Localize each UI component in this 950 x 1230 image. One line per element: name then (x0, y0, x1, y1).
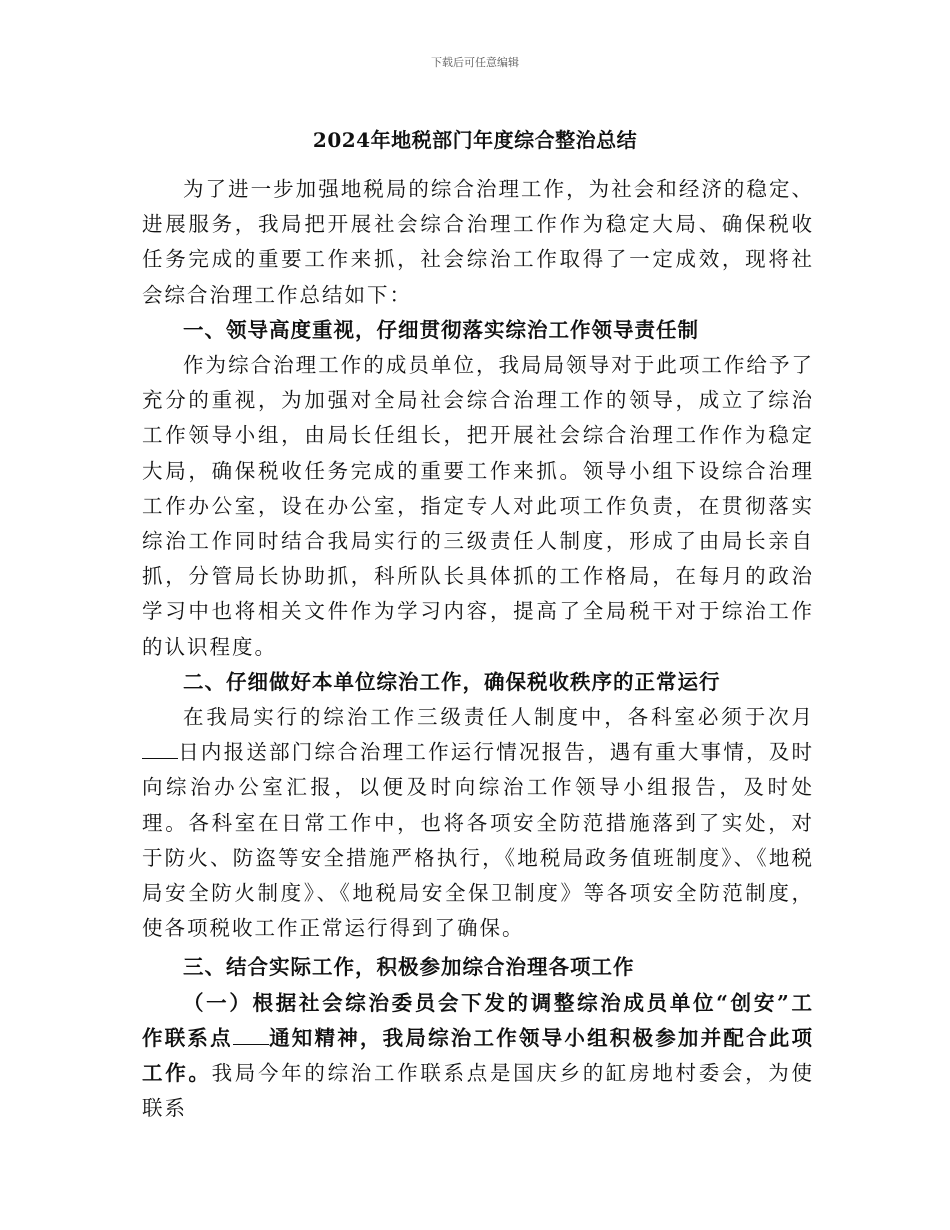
section-heading-3: 三、结合实际工作，积极参加综合治理各项工作 (183, 955, 635, 980)
intro-paragraph: 为了进一步加强地税局的综合治理工作，为社会和经济的稳定、进展服务，我局把开展社会综合治理工作作为稳定大局、确保税收任务完成的重要工作来抓，社会综治工作取得了一定成效，现将社会综合治理工作总结如下： (142, 177, 814, 307)
section-1-paragraph: 作为综合治理工作的成员单位，我局局领导对于此项工作给予了充分的重视，为加强对全局社会综合治理工作的领导，成立了综治工作领导小组，由局长任组长，把开展社会综合治理工作作为稳定大局，确保税收任务完成的重要工作来抓。领导小组下设综合治理工作办公室，设在办公室，指定专人对此项工作负责，在贯彻落实综治工作同时结合我局实行的三级责任人制度，形成了由局长亲自抓，分管局长协助抓，科所队长具体抓的工作格局，在每月的政治学习中也将相关文件作为学习内容，提高了全局税干对于综治工作的认识程度。 (142, 353, 814, 659)
section-heading-1: 一、领导高度重视，仔细贯彻落实综治工作领导责任制 (183, 317, 699, 342)
section-3-text: 我局今年的综治工作联系点是国庆乡的缸房地村委会，为使联系 (142, 1061, 815, 1121)
fill-blank (233, 1026, 269, 1045)
document-body (142, 172, 814, 1126)
section-2-paragraph (142, 700, 814, 946)
header-note: 下载后可任意编辑 (431, 56, 519, 69)
document-title: 2024年地税部门年度综合整治总结 (312, 128, 638, 152)
section-3-bold-a: （一）根据社会综治委员会下发的调整综治成员单位“创安”工作联系点 (142, 990, 814, 1050)
fill-blank (142, 740, 178, 759)
section-3-paragraph (142, 986, 814, 1127)
section-2-text-b: 日内报送部门综合治理工作运行情况报告，遇有重大事情，及时向综治办公室汇报，以便及时向综治工作领导小组报告，及时处理。各科室在日常工作中，也将各项安全防范措施落到了实处，对于防火、防盗等安全措施严格执行，《地税局政务值班制度》、《地税局安全防火制度》、《地税局安全保卫制度》等各项安全防范制度，使各项税收工作正常运行得到了确保。 (142, 740, 814, 941)
section-3-bold-b: 通知精神，我局综治工作领导小组积极参加并配合此项工作。 (142, 1025, 815, 1086)
section-2-text-a: 在我局实行的综治工作三级责任人制度中，各科室必须于次月 (183, 705, 814, 730)
section-heading-2: 二、仔细做好本单位综治工作，确保税收秩序的正常运行 (183, 669, 721, 694)
